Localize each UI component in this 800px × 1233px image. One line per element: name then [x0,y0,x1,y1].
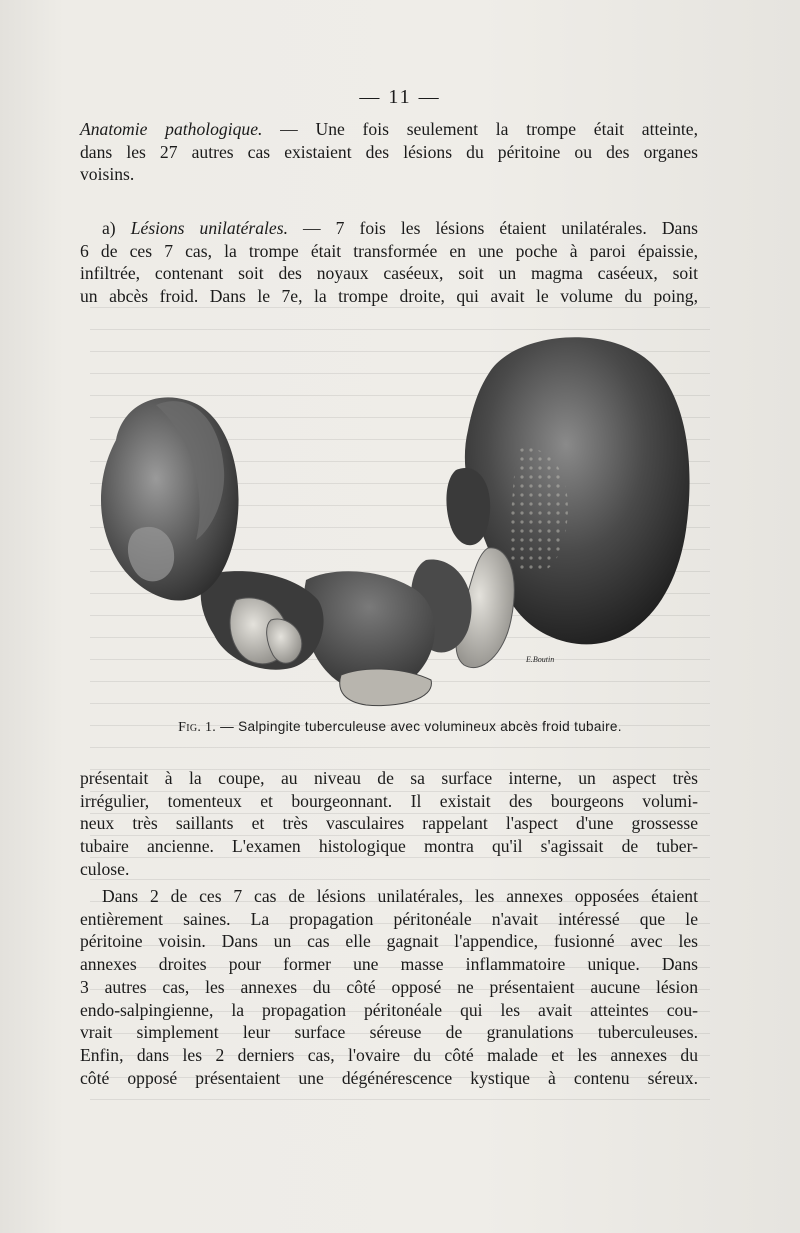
text-line: tubaire ancienne. L'examen histologique montra qu'il s'agissait de tuber- [80,836,698,857]
paragraph-annexes-opposees [80,885,698,1089]
text-line: 6 de ces 7 cas, la trompe était transformée en une poche à paroi épaissie, [80,240,698,261]
text-line: dans les 27 autres cas existaient des lésions du péritoine ou des organes [80,141,698,162]
text-line: irrégulier, tomenteux et bourgeonnant. Il existait des bourgeons volumi- [80,790,698,811]
text-line: entièrement saines. La propagation péritonéale n'avait intéressé que le [80,908,698,929]
text-line: Anatomie pathologique. — Une fois seulement la trompe était atteinte, [80,119,698,139]
text-line: 3 autres cas, les annexes du côté opposé ne présentaient aucune lésion [80,976,698,997]
text-line: Enfin, dans les 2 derniers cas, l'ovaire du côté malade et les annexes du [80,1044,698,1065]
paragraph-lesions-unilaterales [80,217,698,308]
caption-text: — Salpingite tuberculeuse avec volumineux abcès froid tubaire. [216,719,622,734]
caption-label: Fig. 1. [178,720,217,735]
page-number: — 11 — [359,86,441,108]
paragraph-anatomie [80,118,698,186]
specimen-engraving [96,330,712,708]
italic-heading: Anatomie pathologique. [80,119,263,139]
figure-caption [0,719,800,736]
italic-heading: Lésions unilatérales. [130,218,288,238]
figure-salpingite-illustration [96,330,712,708]
cervix-cut-surface [340,669,432,706]
text-line: infiltrée, contenant soit des noyaux caséeux, soit un magma caséeux, soit [80,263,698,284]
text-line: péritoine voisin. Dans un cas elle gagnait l'appendice, fusionné avec les [80,931,698,952]
text-line: annexes droites pour former une masse inflammatoire unique. Dans [80,954,698,975]
text-line: endo-salpingienne, la propagation péritonéale qui les avait atteintes cou- [80,999,698,1020]
text-line: culose. [80,858,130,879]
text-line: un abcès froid. Dans le 7e, la trompe droite, qui avait le volume du poing, [80,286,698,307]
text-line: a) Lésions unilatérales. — 7 fois les lésions étaient unilatérales. Dans [102,218,699,238]
text-line: voisins. [80,164,135,185]
text-line: présentait à la coupe, au niveau de sa surface interne, un aspect très [80,768,698,788]
engraver-signature: E.Boutin [526,655,555,664]
text-line: neux très saillants et très vasculaires rappelant l'aspect d'une grossesse [80,813,698,834]
paragraph-continuation [80,767,698,881]
text-line: côté opposé présentaient une dégénérescence kystique à contenu séreux. [80,1067,698,1088]
text-line: Dans 2 de ces 7 cas de lésions unilatérales, les annexes opposées étaient [102,886,698,906]
text-line: vrait simplement leur surface séreuse de granulations tuberculeuses. [80,1022,698,1043]
abscess-lobe [446,468,490,545]
